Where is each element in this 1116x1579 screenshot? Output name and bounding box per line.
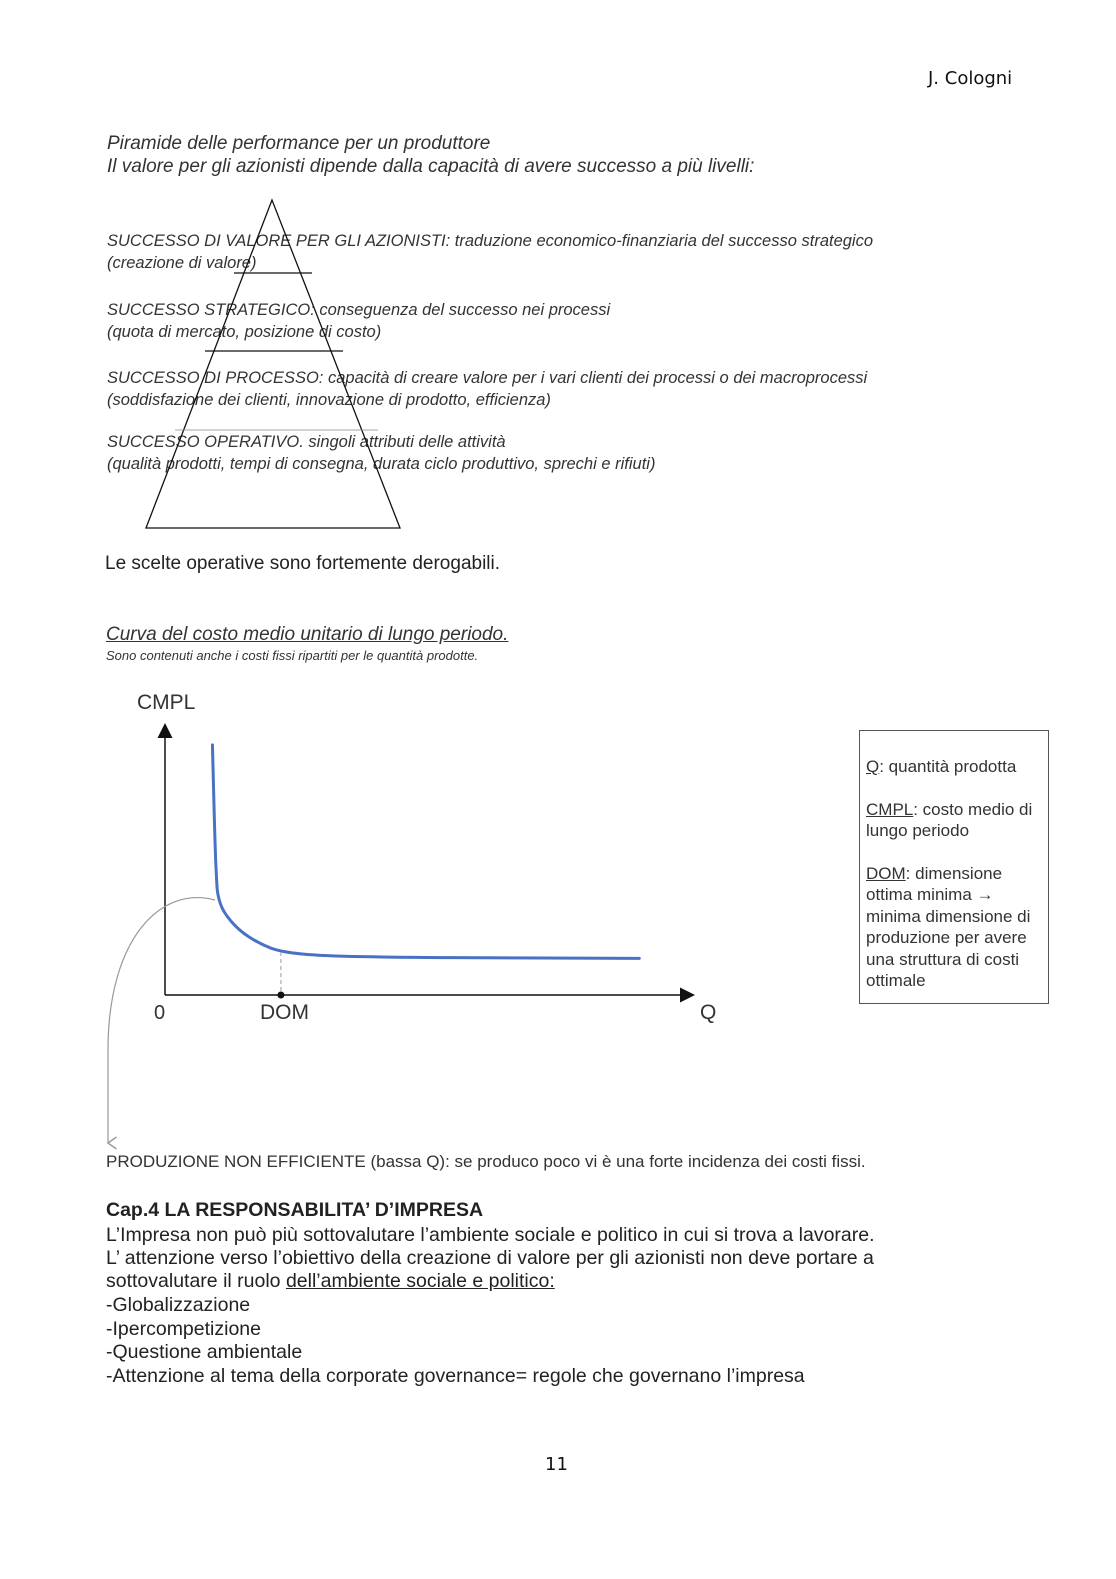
legend-dom-entry	[866, 863, 1042, 992]
bullet-ipercompetizione: -Ipercompetizione	[106, 1318, 261, 1340]
level-value-line2: (creazione di valore)	[107, 254, 257, 272]
chapter-line-3-underlined: dell’ambiente sociale e politico:	[285, 1270, 555, 1292]
x-axis-label: Q	[700, 1001, 717, 1024]
curve-subtitle: Sono contenuti anche i costi fissi ripartiti per le quantità prodotte.	[106, 648, 479, 663]
operative-note: Le scelte operative sono fortemente derogabili.	[105, 553, 501, 574]
chapter-line-1: L’Impresa non può più sottovalutare l’ambiente sociale e politico in cui si trova a lavorare.	[106, 1224, 875, 1246]
level-process-line1: SUCCESSO DI PROCESSO: capacità di creare valore per i vari clienti dei processi o dei macroprocessi	[107, 369, 868, 387]
legend-q-term: Q	[866, 757, 880, 776]
chapter-line-3-start: sottovalutare il ruolo	[106, 1270, 286, 1292]
level-value-line1: SUCCESSO DI VALORE PER GLI AZIONISTI: traduzione economico-finanziaria del successo strategico	[107, 232, 874, 250]
chapter-title: Cap.4 LA RESPONSABILITA’ D’IMPRESA	[106, 1199, 484, 1221]
level-process-line2: (soddisfazione dei clienti, innovazione di prodotto, efficienza)	[107, 391, 551, 409]
legend-dom-definition: : dimensione ottima minima → minima dimensione di produzione per avere una struttura di costi ottimale	[866, 863, 1031, 990]
legend-dom-term: DOM	[866, 863, 906, 883]
level-strategic-line1: SUCCESSO STRATEGICO: conseguenza del successo nei processi	[107, 301, 611, 319]
inefficiency-note: PRODUZIONE NON EFFICIENTE (bassa Q): se produco poco vi è una forte incidenza dei costi fissi.	[106, 1152, 866, 1171]
chart-legend-box	[859, 730, 1049, 1004]
page-number: 11	[545, 1454, 568, 1475]
legend-cmpl-term: CMPL	[866, 799, 914, 819]
legend-q-definition: : quantità prodotta	[879, 757, 1017, 776]
legend-q-entry	[866, 756, 1042, 778]
level-operative-line1: SUCCESSO OPERATIVO. singoli attributi delle attività	[107, 433, 506, 451]
chapter-line-3	[106, 1270, 555, 1293]
pyramid-outline	[146, 200, 400, 528]
bullet-questione-ambientale: -Questione ambientale	[106, 1341, 303, 1363]
bullet-globalizzazione: -Globalizzazione	[106, 1294, 251, 1316]
pyramid-title: Piramide delle performance per un produttore	[107, 133, 491, 154]
pyramid-subtitle: Il valore per gli azionisti dipende dalla capacità di avere successo a più livelli:	[107, 156, 755, 177]
chapter-line-2: L’ attenzione verso l’obiettivo della creazione di valore per gli azionisti non deve portare a	[106, 1247, 874, 1269]
level-operative-line2: (qualità prodotti, tempi di consegna, durata ciclo produttivo, sprechi e rifiuti)	[107, 455, 656, 473]
bullet-corporate-governance: -Attenzione al tema della corporate governance= regole che governano l’impresa	[106, 1365, 805, 1387]
dom-label: DOM	[260, 1001, 309, 1024]
legend-cmpl-entry	[866, 799, 1042, 842]
legend-cmpl-definition: : costo medio di lungo periodo	[866, 799, 1033, 840]
cmpl-curve	[212, 745, 639, 959]
author-name: J. Cologni	[928, 68, 1013, 89]
dom-point	[277, 992, 284, 999]
origin-label: 0	[154, 1002, 166, 1024]
level-strategic-line2: (quota di mercato, posizione di costo)	[107, 323, 382, 341]
y-axis-label: CMPL	[137, 691, 196, 714]
curve-title: Curva del costo medio unitario di lungo periodo.	[106, 624, 509, 645]
